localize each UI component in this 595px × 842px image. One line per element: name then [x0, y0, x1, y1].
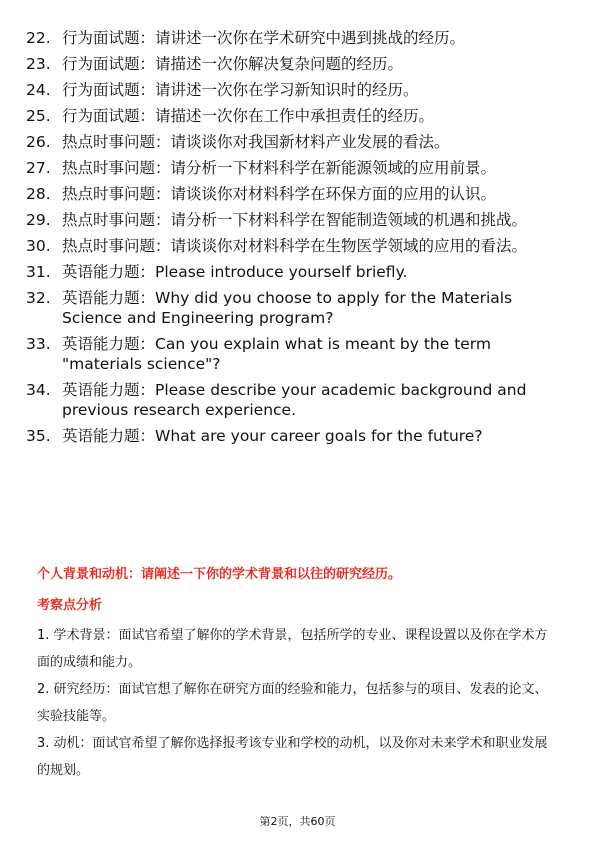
- question-text: 行为面试题：请描述一次你解决复杂问题的经历。: [62, 55, 404, 73]
- question-text: 英语能力题：Can you explain what is meant by the term "materials science"?: [62, 335, 492, 373]
- question-text: 行为面试题：请讲述一次你在学习新知识时的经历。: [62, 81, 419, 99]
- question-item: [26, 54, 571, 74]
- question-item: [26, 80, 571, 100]
- question-text: 英语能力题：Why did you choose to apply for the Materials Science and Engineering program?: [62, 289, 513, 327]
- question-text: 英语能力题：What are your career goals for the future?: [62, 427, 483, 445]
- question-text: 行为面试题：请讲述一次你在学术研究中遇到挑战的经历。: [62, 29, 466, 47]
- question-number: 22.: [26, 29, 51, 47]
- question-number: 34.: [26, 381, 51, 399]
- question-item: [26, 426, 571, 446]
- question-item: [26, 158, 571, 178]
- question-number: 35.: [26, 427, 51, 445]
- analysis-paragraph: 2. 研究经历：面试官想了解你在研究方面的经验和能力，包括参与的项目、发表的论文、实验技能等。: [37, 682, 548, 724]
- question-text: 热点时事问题：请谈谈你对我国新材料产业发展的看法。: [62, 133, 450, 151]
- section-title: 个人背景和动机：请阐述一下你的学术背景和以往的研究经历。: [37, 567, 402, 582]
- question-item: [26, 334, 571, 374]
- section-subtitle: 考察点分析: [37, 598, 103, 613]
- question-number: 28.: [26, 185, 51, 203]
- question-text: 英语能力题：Please describe your academic background and previous research experience.: [62, 381, 527, 419]
- question-number: 29.: [26, 211, 51, 229]
- question-item: [26, 288, 571, 328]
- question-text: 热点时事问题：请分析一下材料科学在新能源领域的应用前景。: [62, 159, 497, 177]
- question-item: [26, 210, 571, 230]
- question-number: 30.: [26, 237, 51, 255]
- question-number: 23.: [26, 55, 51, 73]
- question-item: [26, 106, 571, 126]
- question-number: 25.: [26, 107, 51, 125]
- page-footer: 第2页，共60页: [259, 815, 336, 828]
- analysis-block: [37, 622, 559, 784]
- question-number: 31.: [26, 263, 51, 281]
- question-item: [26, 236, 571, 256]
- question-item: [26, 262, 571, 282]
- question-text: 热点时事问题：请谈谈你对材料科学在环保方面的应用的认识。: [62, 185, 497, 203]
- question-text: 热点时事问题：请分析一下材料科学在智能制造领域的机遇和挑战。: [62, 211, 528, 229]
- question-item: [26, 184, 571, 204]
- question-text: 热点时事问题：请谈谈你对材料科学在生物医学领域的应用的看法。: [62, 237, 528, 255]
- analysis-paragraph: 3. 动机：面试官希望了解你选择报考该专业和学校的动机，以及你对未来学术和职业发展的规划。: [37, 736, 548, 778]
- question-number: 32.: [26, 289, 51, 307]
- analysis-paragraph: 1. 学术背景：面试官希望了解你的学术背景，包括所学的专业、课程设置以及你在学术方面的成绩和能力。: [37, 628, 548, 670]
- question-number: 26.: [26, 133, 51, 151]
- question-number: 27.: [26, 159, 51, 177]
- question-item: [26, 132, 571, 152]
- question-text: 英语能力题：Please introduce yourself briefly.: [62, 263, 408, 281]
- question-number: 24.: [26, 81, 51, 99]
- question-text: 行为面试题：请描述一次你在工作中承担责任的经历。: [62, 107, 435, 125]
- question-number: 33.: [26, 335, 51, 353]
- question-list: [26, 28, 571, 452]
- question-item: [26, 380, 571, 420]
- question-item: [26, 28, 571, 48]
